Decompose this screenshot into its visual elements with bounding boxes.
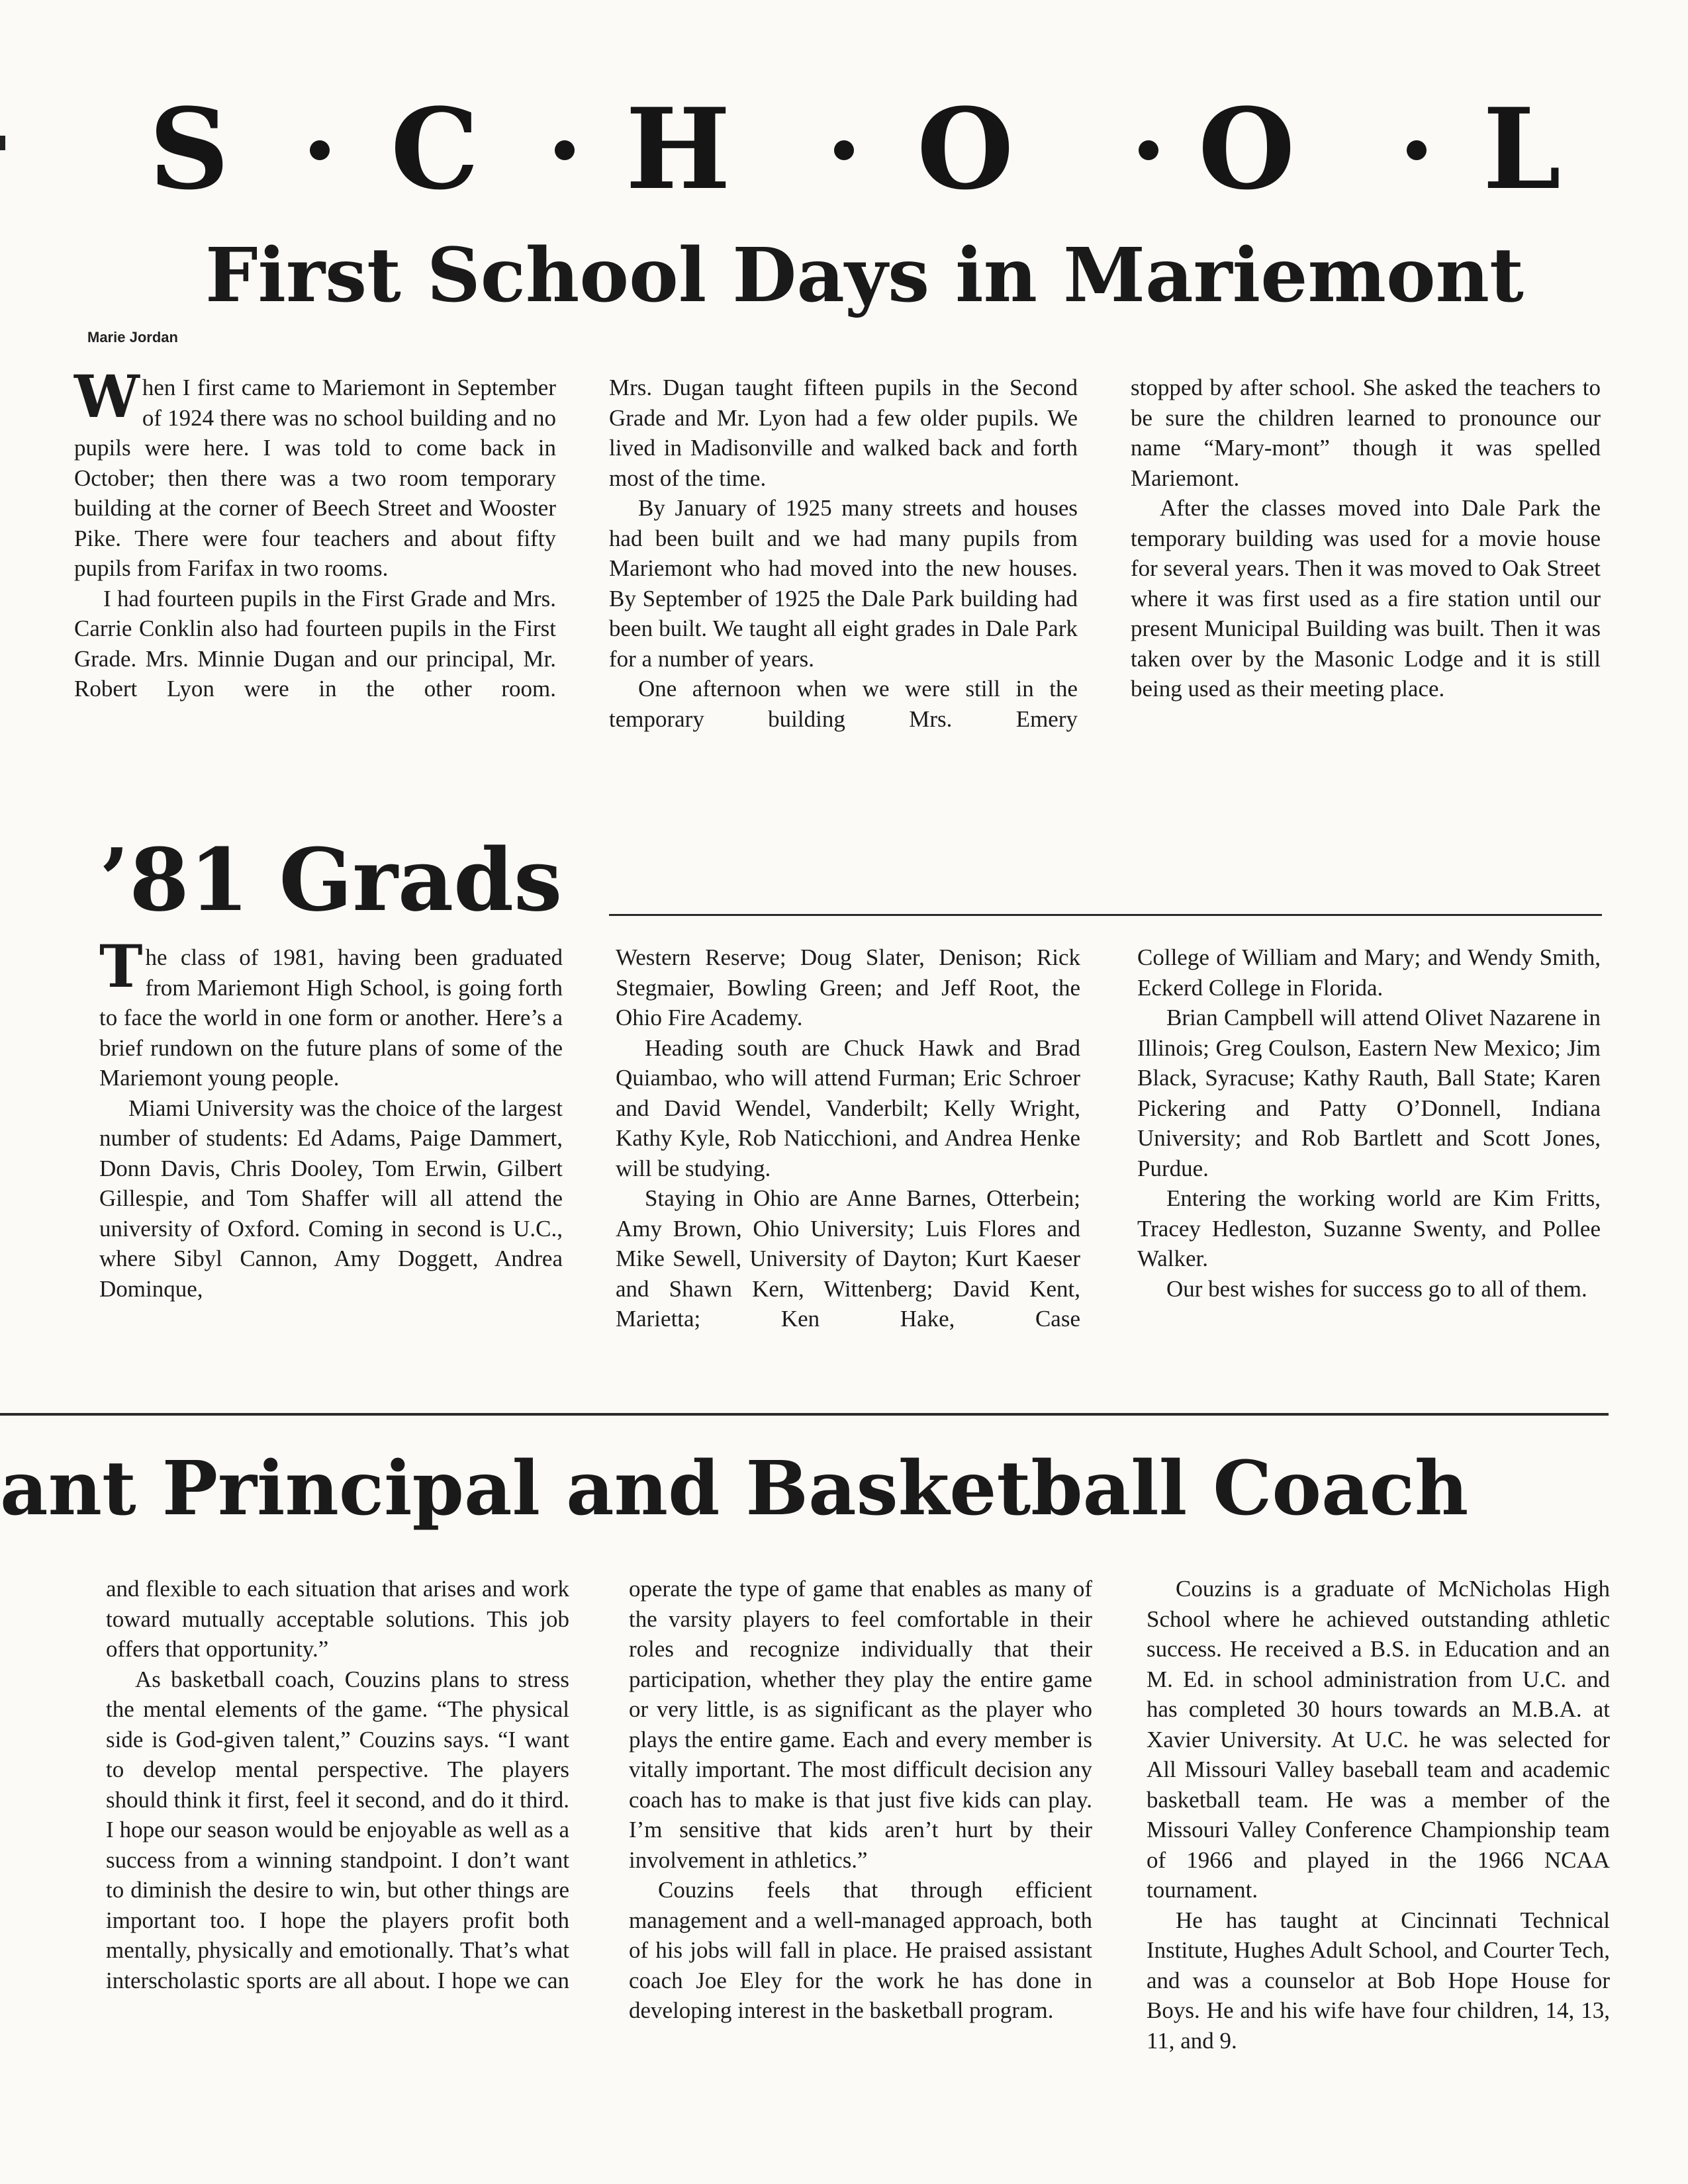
masthead-letter: C — [391, 83, 479, 214]
paragraph: I had fourteen pupils in the First Grade and Mrs. Carrie Conklin also had fourteen pupils in the First Grade. Mrs. Minnie Dugan and our principal, Mr. Robert Lyon were in the other room. — [74, 585, 556, 702]
article-title-first-school-days: First School Days in Mariemont — [205, 232, 1524, 319]
article3-column-3 — [1147, 1574, 1610, 2056]
paragraph: By January of 1925 many streets and houses had been built and we had many pupils from Mariemont who had moved into the new houses. By September of 1925 the Dale Park building had been built. We taught all eight grades in Dale Park for a number of years. — [609, 495, 1078, 672]
paragraph: College of William and Mary; and Wendy Smith, Eckerd College in Florida. — [1137, 944, 1601, 1001]
section-divider — [0, 1413, 1609, 1416]
masthead-letter: S — [149, 83, 230, 214]
paragraph: Miami University was the choice of the largest number of students: Ed Adams, Paige Dammert, Donn Davis, Chris Dooley, Tom Erwin, Gilbert Gillespie, and Tom Shaffer will all attend the university of Oxford. Coming in second is U.C., where Sibyl Cannon, Amy Doggett, Andrea Dominque, — [99, 1095, 563, 1302]
paragraph: One afternoon when we were still in the temporary building Mrs. Emery — [609, 676, 1078, 732]
section-masthead — [0, 83, 1688, 214]
masthead-dot — [555, 140, 575, 160]
masthead-letter: H — [626, 83, 731, 214]
article1-column-1 — [74, 362, 556, 704]
paragraph: After the classes moved into Dale Park the temporary building was used for a movie house for several years. Then it was moved to Oak Street where it was first used as a fire station until our present Municipal Building was built. Then it was taken over by the Masonic Lodge and it is still being used as their meeting place. — [1131, 495, 1601, 702]
masthead-dot — [834, 140, 854, 160]
article3-column-1 — [106, 1574, 569, 1995]
article2-column-3 — [1137, 942, 1601, 1304]
paragraph: and flexible to each situation that arises and work toward mutually acceptable solutions. This job offers that opportunity.” — [106, 1576, 569, 1662]
article2-column-1 — [99, 932, 563, 1304]
paragraph: Heading south are Chuck Hawk and Brad Quiambao, who will attend Furman; Eric Schroer and David Wendel, Vanderbilt; Kelly Wright, Kathy Kyle, Rob Naticchioni, and Andrea Henke will be studying. — [616, 1034, 1080, 1181]
masthead-letter: L — [1483, 83, 1562, 214]
paragraph: Staying in Ohio are Anne Barnes, Otterbein; Amy Brown, Ohio University; Luis Flores and Mike Sewell, University of Dayton; Kurt Kaeser and Shawn Kern, Wittenberg; David Kent, Marietta; Ken Hake, Case — [616, 1185, 1080, 1332]
paragraph: Western Reserve; Doug Slater, Denison; Rick Stegmaier, Bowling Green; and Jeff Root, the Ohio Fire Academy. — [616, 944, 1080, 1030]
paragraph: stopped by after school. She asked the teachers to be sure the children learned to pronounce our name “Mary-mont” though it was spelled Mariemont. — [1131, 375, 1601, 491]
drop-cap: T — [99, 932, 143, 1001]
paragraph: hen I first came to Mariemont in September of 1924 there was no school building and no pupils were here. I was told to come back in October; then there was a two room temporary building at the corner of Beech Street and Wooster Pike. There were four teachers and about fifty pupils from Farifax in two rooms. — [74, 375, 556, 581]
paragraph: Brian Campbell will attend Olivet Nazarene in Illinois; Greg Coulson, Eastern New Mexico; Jim Black, Syracuse; Kathy Rauth, Ball State; Karen Pickering and Patty O’Donnell, Indiana University; and Rob Bartlett and Scott Jones, Purdue. — [1137, 1005, 1601, 1181]
paragraph: Entering the working world are Kim Fritts, Tracey Hedleston, Suzanne Swenty, and Pollee Walker. — [1137, 1185, 1601, 1271]
masthead-dot — [310, 140, 330, 160]
drop-cap: W — [74, 362, 140, 431]
paragraph: Mrs. Dugan taught fifteen pupils in the Second Grade and Mr. Lyon had a few older pupils. We lived in Madisonville and walked back and forth most of the time. — [609, 375, 1078, 491]
paragraph: Couzins feels that through efficient management and a well-managed approach, both of his jobs will fall in place. He praised assistant coach Joe Eley for the work he has done in developing interest in the basketball program. — [629, 1877, 1092, 2023]
paragraph: Couzins is a graduate of McNicholas High School where he achieved outstanding athletic success. He received a B.S. in Education and an M. Ed. in school administration from U.C. and has completed 30 hours towards an M.B.A. at Xavier University. At U.C. he was selected for All Missouri Valley baseball team and academic basketball team. He was a member of the Missouri Valley Conference Championship team of 1966 and played in the 1966 NCAA tournament. — [1147, 1576, 1610, 1903]
article-title-principal-coach: ant Principal and Basketball Coach — [0, 1445, 1469, 1532]
headline-rule — [609, 914, 1602, 916]
article-title-81-grads: ’81 Grads — [99, 829, 563, 931]
paragraph: he class of 1981, having been graduated from Mariemont High School, is going forth to face the world in one form or another. Here’s a brief rundown on the future plans of some of the Mariemont young people. — [99, 944, 563, 1091]
article1-column-2 — [609, 373, 1078, 734]
masthead-letter: O — [1198, 83, 1295, 214]
article1-column-3 — [1131, 373, 1601, 704]
paragraph: As basketball coach, Couzins plans to stress the mental elements of the game. “The physical side is God-given talent,” Couzins says. “I want to develop mental perspective. The players should think it first, feel it second, and do it third. I hope our season would be enjoyable as well as a success from a winning standpoint. I don’t want to diminish the desire to win, but other things are important too. I hope the players profit both mentally, physically and emotionally. That’s what interscholastic sports are all about. I hope we can — [106, 1666, 569, 1993]
masthead-dot — [1407, 140, 1427, 160]
byline: Marie Jordan — [87, 329, 178, 345]
paragraph: Our best wishes for success go to all of them. — [1166, 1275, 1587, 1302]
paragraph: He has taught at Cincinnati Technical Institute, Hughes Adult School, and Courter Tech, and was a counselor at Bob Hope House for Boys. He and his wife have four children, 14, 13, 11, and 9. — [1147, 1907, 1610, 2054]
paragraph: operate the type of game that enables as many of the varsity players to feel comfortable in their roles and recognize individually that their participation, whether they play the entire game or very little, is as significant as the player who plays the entire game. Each and every member is vitally important. The most difficult decision any coach has to make is that just five kids can play. I’m sensitive that kids aren’t hurt by their involvement in athletics.” — [629, 1576, 1092, 1873]
article2-column-2 — [616, 942, 1080, 1334]
article3-column-2 — [629, 1574, 1092, 2026]
masthead-dot — [1139, 140, 1158, 160]
masthead-letter: O — [917, 83, 1014, 214]
